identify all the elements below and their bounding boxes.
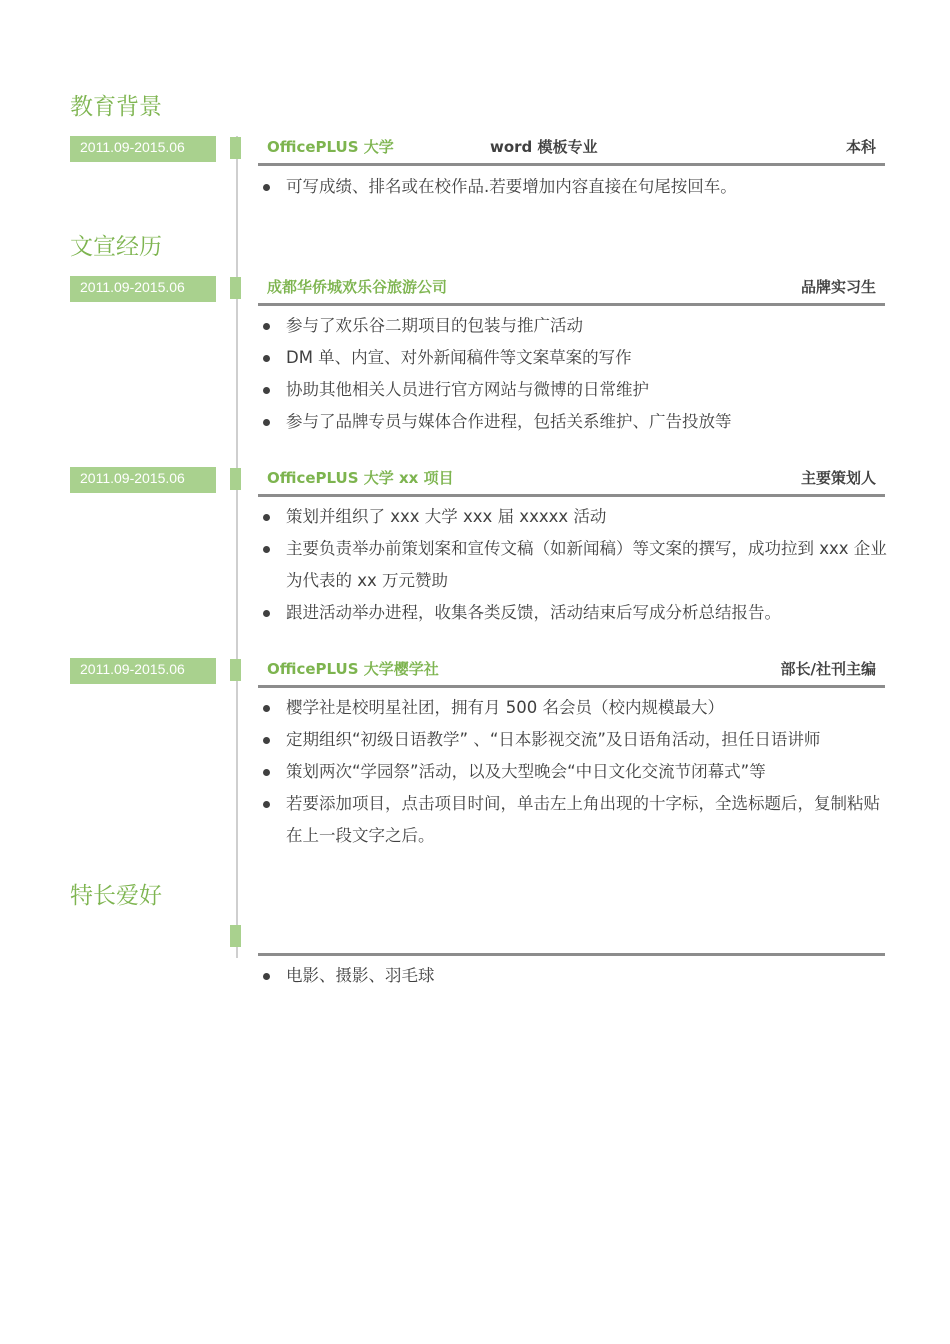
date-badge[interactable]: 2011.09-2015.06 [70,658,216,684]
bullet-icon [263,769,270,776]
timeline-marker [230,137,241,159]
degree: 本科 [845,138,876,156]
entry-header [258,926,885,956]
entry-header [258,658,885,688]
major-name: word 模板专业 [490,138,598,156]
org-name: OfficePLUS 大学樱学社 [267,660,439,678]
list-item: 参与了欢乐谷二期项目的包装与推广活动 [262,310,887,342]
timeline-line [236,136,238,958]
bullet-icon [263,705,270,712]
school-name: OfficePLUS 大学 [267,138,394,156]
entry-header [258,136,885,166]
role-name: 部长/社刊主编 [780,660,876,678]
timeline-marker [230,659,241,681]
list-item: 策划两次“学园祭”活动，以及大型晚会“中日文化交流节闭幕式”等 [262,756,887,788]
bullet-icon [263,610,270,617]
list-item: 参与了品牌专员与媒体合作进程，包括关系维护、广告投放等 [262,406,887,438]
bullet-icon [263,184,270,191]
bullet-icon [263,419,270,426]
bullet-icon [263,737,270,744]
org-name: 成都华侨城欢乐谷旅游公司 [267,278,448,296]
hobby-items [262,960,887,992]
experience-items [262,692,887,852]
section-title-experience: 文宣经历 [70,234,162,260]
list-item: 定期组织“初级日语教学” 、“日本影视交流”及日语角活动，担任日语讲师 [262,724,887,756]
bullet-icon [263,514,270,521]
list-item: 可写成绩、排名或在校作品.若要增加内容直接在句尾按回车。 [262,171,887,203]
bullet-icon [263,973,270,980]
timeline-marker [230,468,241,490]
section-title-hobbies: 特长爱好 [70,883,162,909]
list-item: 主要负责举办前策划案和宣传文稿（如新闻稿）等文案的撰写，成功拉到 xxx 企业为代表的 xx 万元赞助 [262,533,887,597]
section-title-education: 教育背景 [70,94,162,120]
education-items [262,171,887,203]
list-item: 协助其他相关人员进行官方网站与微博的日常维护 [262,374,887,406]
bullet-icon [263,387,270,394]
list-item: 樱学社是校明星社团，拥有月 500 名会员（校内规模最大） [262,692,887,724]
bullet-icon [263,355,270,362]
timeline-marker [230,277,241,299]
bullet-icon [263,546,270,553]
date-badge[interactable]: 2011.09-2015.06 [70,467,216,493]
entry-header [258,467,885,497]
experience-items [262,310,887,438]
bullet-icon [263,801,270,808]
list-item: 策划并组织了 xxx 大学 xxx 届 xxxxx 活动 [262,501,887,533]
org-name: OfficePLUS 大学 xx 项目 [267,469,454,487]
role-name: 主要策划人 [800,469,876,487]
timeline-marker [230,925,241,947]
date-badge[interactable]: 2011.09-2015.06 [70,276,216,302]
list-item: 跟进活动举办进程，收集各类反馈，活动结束后写成分析总结报告。 [262,597,887,629]
list-item: 电影、摄影、羽毛球 [262,960,887,992]
bullet-icon [263,323,270,330]
role-name: 品牌实习生 [800,278,876,296]
entry-header [258,276,885,306]
list-item: DM 单、内宣、对外新闻稿件等文案草案的写作 [262,342,887,374]
date-badge[interactable]: 2011.09-2015.06 [70,136,216,162]
experience-items [262,501,887,629]
list-item: 若要添加项目，点击项目时间，单击左上角出现的十字标，全选标题后，复制粘贴在上一段文字之后。 [262,788,887,852]
